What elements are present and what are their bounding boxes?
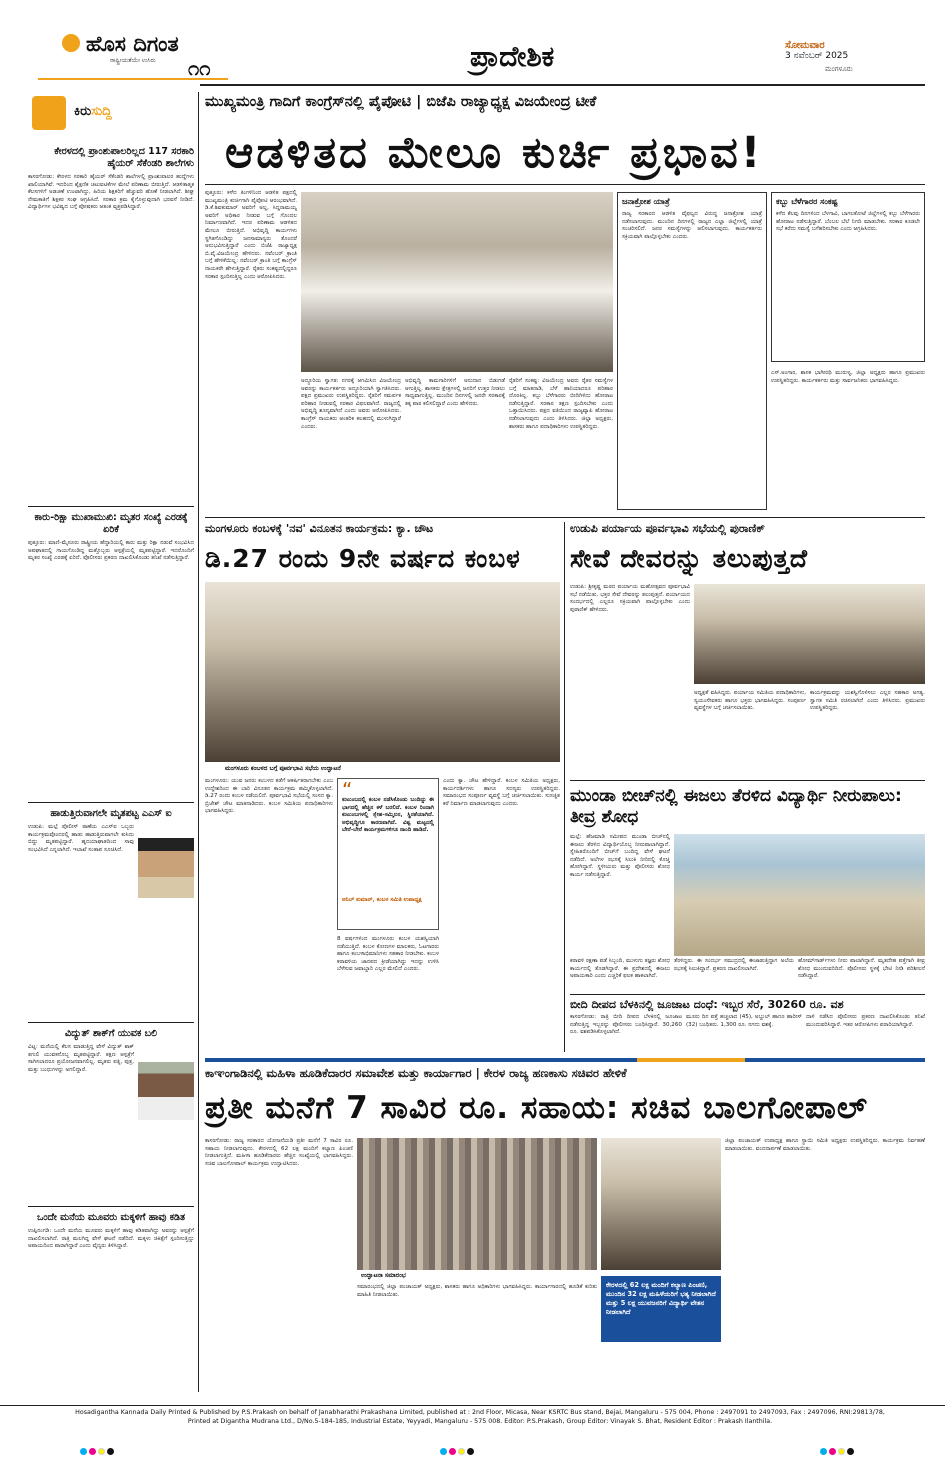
- lead-col-1: ಪುತ್ತೂರು: ಕಳೆದ ತಿಂಗಳಿನಿಂದ ಆಡಳಿತ ಪಕ್ಷದಲ್ಲಿ ಮುಖ್ಯಮಂತ್ರಿ ಕುರ್ಚಿಗಾಗಿ ಪೈಪೋಟಿ ಆರಂಭವಾಗಿದೆ. ಡಿ.ಕೆ.ಶಿವಕುಮಾರ್ ಅವರಿಗೆ ಅಲ್ಲ, ಸಿದ್ದರಾಮಯ್ಯ ಅವರಿಗೆ ಅಧಿಕಾರ ನೀಡುವ ಬಗ್ಗೆ ಗೊಂದಲ ನಿರ್ಮಾಣವಾಗಿದೆ. ಇದರ ಪರಿಣಾಮ ಆಡಳಿತದ ಮೇಲೂ ಬೀರುತ್ತಿದೆ. ಅಭಿವೃದ್ಧಿ ಕಾರ್ಯಗಳು ಸ್ಥಗಿತಗೊಂಡಿದ್ದು ಜನಸಾಮಾನ್ಯರು ತೊಂದರೆ ಅನುಭವಿಸುತ್ತಿದ್ದಾರೆ ಎಂದು ಬಿಜೆಪಿ ರಾಜ್ಯಾಧ್ಯಕ್ಷ ಬಿ.ವೈ.ವಿಜಯೇಂದ್ರ ಹೇಳಿದರು. ನವೆಂಬರ್ ಕ್ರಾಂತಿ ಬಗ್ಗೆ ಹೇಳಿಕೆಯಿಲ್ಲ: ನವೆಂಬರ್ ಕ್ರಾಂತಿ ಬಗ್ಗೆ ಕಾಂಗ್ರೆಸ್ ನಾಯಕರೇ ಹೇಳುತ್ತಿದ್ದಾರೆ. ರೈತರು ಸಂಕಷ್ಟದಲ್ಲಿದ್ದರೂ ಸರಕಾರ ಸ್ಪಂದಿಸುತ್ತಿಲ್ಲ ಎಂದು ಆರೋಪಿಸಿದರು.: [205, 190, 297, 280]
- bottom-col-1: ಕಾಸರಗೋಡು: ರಾಜ್ಯ ಸರಕಾರದ ಯೋಜನೆಯಡಿ ಪ್ರತೀ ಮನೆಗೆ 7 ಸಾವಿರ ರೂ. ಸಹಾಯ ನೀಡಲಾಗುವುದು. ಕೇರಳದಲ್ಲಿ 62 ಲಕ್ಷ ಮಂದಿಗೆ ಕಲ್ಯಾಣ ಪಿಂಚಣಿ ನೀಡಲಾಗುತ್ತಿದೆ. ಮಹಿಳಾ ಹೂಡಿಕೆದಾರರು ಹೆಚ್ಚಿನ ಸಂಖ್ಯೆಯಲ್ಲಿ ಭಾಗವಹಿಸಿದ್ದರು. ಸಚಿವ ಬಾಲಗೋಪಾಲ್ ಕಾರ್ಯಕ್ರಮ ಉದ್ಘಾಟಿಸಿದರು.: [205, 1138, 353, 1167]
- lead-col-2: ಅದ್ಧೂರಿಯ ಸ್ವಾಗತ: ನಗರಕ್ಕೆ ಆಗಮಿಸಿದ ವಿಜಯೇಂದ್ರ ಅವರನ್ನು ಕಾರ್ಯಕರ್ತರು ಅದ್ಧೂರಿಯಾಗಿ ಸ್ವಾಗತಿಸಿದರು. ಪಕ್ಷದ ಪ್ರಮುಖರು ಉಪಸ್ಥಿತರಿದ್ದರು. ರೈತರಿಗೆ ಸಮರ್ಪಕ ಪರಿಹಾರ ನೀಡುವಲ್ಲಿ ಸರಕಾರ ವಿಫಲವಾಗಿದೆ. ರಾಜ್ಯದಲ್ಲಿ ಅಭಿವೃದ್ಧಿ ಶೂನ್ಯವಾಗಿದೆ ಎಂದು ಅವರು ಆರೋಪಿಸಿದರು. ಕಾಂಗ್ರೆಸ್ ನಾಯಕರು ಆಂತರಿಕ ಕಲಹದಲ್ಲಿ ಮುಳುಗಿದ್ದಾರೆ ಎಂದರು.: [301, 378, 401, 430]
- lead-box-1-body: ರಾಜ್ಯ ಸರಕಾರದ ಆಡಳಿತ ವೈಫಲ್ಯದ ವಿರುದ್ಧ ಜನಾಕ್ರೋಶ ಯಾತ್ರೆ ನಡೆಸಲಾಗುವುದು. ಮುಂದಿನ ದಿನಗಳಲ್ಲಿ ರಾಜ್ಯದ ಎಲ್ಲಾ ಜಿಲ್ಲೆಗಳಲ್ಲಿ ಯಾತ್ರೆ ಸಂಚರಿಸಲಿದೆ. ಜನರ ಸಮಸ್ಯೆಗಳನ್ನು ಆಲಿಸಲಾಗುವುದು. ಕಾರ್ಯಕರ್ತರು ಸಕ್ರಿಯವಾಗಿ ಪಾಲ್ಗೊಳ್ಳಬೇಕು ಎಂದರು.: [622, 211, 762, 240]
- story-4-head: ವಿದ್ಯುತ್ ಶಾಕ್‌ಗೆ ಯುವಕ ಬಲಿ: [64, 1028, 158, 1039]
- udupi-col-3: ಕಾರ್ಯಕ್ರಮವನ್ನು ಯಶಸ್ವಿಗೊಳಿಸಲು ಎಲ್ಲರ ಸಹಕಾರ ಅಗತ್ಯ. ಸ್ವಾಗತ ಸಮಿತಿ ರಚಿಸಲಾಗಿದೆ ಎಂದು ತಿಳಿಸಿದರು. ಪ್ರಮುಖರು ಉಪಸ್ಥಿತರಿದ್ದರು.: [810, 690, 925, 712]
- sidebar-header: [28, 92, 194, 134]
- divider: [28, 802, 194, 803]
- story-5: [28, 1212, 194, 1392]
- bottom-story: [205, 1066, 925, 1402]
- udupi-headline: ಸೇವೆ ದೇವರನ್ನು ತಲುಪುತ್ತದೆ: [570, 544, 809, 573]
- sidebar: [28, 92, 194, 1392]
- kambala-quote-by: ಅನಿಲ್ ಕುಮಾರ್, ಕಂಬಳ ಸಮಿತಿ ಉಪಾಧ್ಯಕ್ಷ: [342, 897, 422, 903]
- lead-story: [205, 92, 925, 517]
- imprint: [40, 1409, 920, 1431]
- kambala-photo: [205, 582, 560, 762]
- section-title: ಪ್ರಾದೇಶಿಕ: [470, 40, 555, 73]
- divider: [564, 522, 565, 1052]
- story-3-body: ಉಡುಪಿ: ಮಲ್ಪೆ ಪೊಲೀಸ್ ಠಾಣೆಯ ಎಎಸ್ಐ ಒಬ್ಬರು ಕಾರ್ಯಕ್ರಮವೊಂದರಲ್ಲಿ ಹಾಡು ಹಾಡುತ್ತಿರುವಾಗಲೇ ಕುಸಿದು ಬಿದ್ದು ಮೃತಪಟ್ಟಿದ್ದಾರೆ. ಹೃದಯಾಘಾತದಿಂದ ಸಾವು ಸಂಭವಿಸಿದೆ ಎನ್ನಲಾಗಿದೆ. ಇಲಾಖೆ ಸಂತಾಪ ಸೂಚಿಸಿದೆ.: [28, 824, 134, 853]
- beach-headline: [570, 786, 925, 828]
- lead-col-3: ಅಭಿವೃದ್ಧಿ ಕಾಮಗಾರಿಗಳಿಗೆ ಅನುದಾನ ಬಿಡುಗಡೆ ಆಗುತ್ತಿಲ್ಲ. ಶಾಸಕರು ಕ್ಷೇತ್ರಗಳಲ್ಲಿ ಜನರಿಗೆ ಉತ್ತರ ನೀಡಲು ಸಾಧ್ಯವಾಗುತ್ತಿಲ್ಲ. ಮುಂದಿನ ದಿನಗಳಲ್ಲಿ ಜನರೇ ಸರಕಾರಕ್ಕೆ ತಕ್ಕ ಪಾಠ ಕಲಿಸಲಿದ್ದಾರೆ ಎಂದು ಹೇಳಿದರು.: [405, 378, 505, 407]
- kambala-quote-box: [337, 778, 439, 930]
- lead-headline: ಆಡಳಿತದ ಮೇಲೂ ಕುರ್ಚಿ ಪ್ರಭಾವ!: [225, 128, 764, 178]
- date: 3 ನವೆಂಬರ್ 2025: [785, 51, 849, 61]
- story-2-body: ಪುತ್ತೂರು: ಮಾಣಿ-ಮೈಸೂರು ರಾಷ್ಟ್ರೀಯ ಹೆದ್ದಾರಿಯಲ್ಲಿ ಕಾರು ಮತ್ತು ರಿಕ್ಷಾ ನಡುವೆ ಸಂಭವಿಸಿದ ಅಪಘಾತದಲ್ಲಿ ಗಾಯಗೊಂಡಿದ್ದ ಮತ್ತೊಬ್ಬರು ಆಸ್ಪತ್ರೆಯಲ್ಲಿ ಮೃತಪಟ್ಟಿದ್ದಾರೆ. ಇದರೊಂದಿಗೆ ಮೃತರ ಸಂಖ್ಯೆ ಎರಡಕ್ಕೆ ಏರಿದೆ. ಪೊಲೀಸರು ಪ್ರಕರಣ ದಾಖಲಿಸಿಕೊಂಡು ತನಿಖೆ ನಡೆಸುತ್ತಿದ್ದಾರೆ.: [28, 540, 194, 562]
- gamble-col-2: ಮೂರು ದಿನ ಪತ್ತೆ ಹಚ್ಚಲಾದ (45), ಅಬ್ದುಲ್ ಹಾಗೂ ಹಾರೀಸ್ (32) ಬಂಧಿತರು. 1,300 ರೂ. ನಗದು ವಶಕ್ಕೆ.: [686, 1014, 802, 1028]
- bottom-col-3: ಜಿಲ್ಲಾ ಪಂಚಾಯತ್ ಉಪಾಧ್ಯಕ್ಷ ಹಾಗೂ ಸ್ಥಾಯಿ ಸಮಿತಿ ಅಧ್ಯಕ್ಷರು ಉಪಸ್ಥಿತರಿದ್ದರು. ಕಾರ್ಯಕ್ರಮ ನಿರ್ವಹಣೆ ಮಾಡಲಾಯಿತು. ವಂದನಾರ್ಪಣೆ ಮಾಡಲಾಯಿತು.: [725, 1138, 925, 1152]
- officer-photo: [138, 838, 194, 898]
- kambala-col-3: ಎಂದು ಕ್ಯಾ. ಚೌಟ ಹೇಳಿದ್ದಾರೆ. ಕಂಬಳ ಸಮಿತಿಯ ಅಧ್ಯಕ್ಷರು, ಕಾರ್ಯದರ್ಶಿಗಳು ಹಾಗೂ ಸದಸ್ಯರು ಉಪಸ್ಥಿತರಿದ್ದರು. ಸಮಾರಂಭದ ಸಂಪೂರ್ಣ ವ್ಯವಸ್ಥೆ ಬಗ್ಗೆ ಚರ್ಚಿಸಲಾಯಿತು. ಸುಸಜ್ಜಿತ ಕರೆ ನಿರ್ಮಾಣ ಮಾಡಲಾಗುವುದು ಎಂದರು.: [443, 778, 560, 807]
- bottom-headline: ಪ್ರತೀ ಮನೆಗೆ 7 ಸಾವಿರ ರೂ. ಸಹಾಯ: ಸಚಿವ ಬಾಲಗೋಪಾಲ್: [205, 1090, 868, 1126]
- divider: [28, 1206, 194, 1207]
- lead-photo: [301, 192, 613, 372]
- lead-box-1-head: ಜನಾಕ್ರೋಶ ಯಾತ್ರೆ: [622, 197, 670, 206]
- story-5-body: ಉಪ್ಪಿನಂಗಡಿ: ಒಂದೇ ಮನೆಯ ಮೂವರು ಮಕ್ಕಳಿಗೆ ಹಾವು ಕಡಿತವಾಗಿದ್ದು ಅವರನ್ನು ಆಸ್ಪತ್ರೆಗೆ ದಾಖಲಿಸಲಾಗಿದೆ. ರಾತ್ರಿ ಮಲಗಿದ್ದ ವೇಳೆ ಘಟನೆ ನಡೆದಿದೆ. ಮಕ್ಕಳು ಚಿಕಿತ್ಸೆಗೆ ಸ್ಪಂದಿಸುತ್ತಿದ್ದು ಅಪಾಯದಿಂದ ಪಾರಾಗಿದ್ದಾರೆ ಎಂದು ವೈದ್ಯರು ತಿಳಿಸಿದ್ದಾರೆ.: [28, 1228, 194, 1250]
- kambala-kicker: ಮಂಗಳೂರು ಕಂಬಳಕ್ಕೆ 'ನವ' ವಿನೂತನ ಕಾರ್ಯಕ್ರಮ: ಕ್ಯಾ. ಚೌಟ: [205, 522, 434, 535]
- gamble-col-1: ಕಾಸರಗೋಡು: ರಾತ್ರಿ ಬೀದಿ ದೀಪದ ಬೆಳಕಿನಲ್ಲಿ ಜೂಜಾಟ ನಡೆಸುತ್ತಿದ್ದ ಇಬ್ಬರನ್ನು ಪೊಲೀಸರು ಬಂಧಿಸಿದ್ದಾರೆ. 30,260 ರೂ. ವಶಪಡಿಸಿಕೊಳ್ಳಲಾಗಿದೆ.: [570, 1014, 682, 1036]
- story-2-head: ಕಾರು-ರಿಕ್ಷಾ ಮುಖಾಮುಖಿ: ಮೃತರ ಸಂಖ್ಯೆ ಎರಡಕ್ಕೆ ಏರಿಕೆ: [34, 512, 188, 535]
- beach-col-4: ಹೋಮ್‌ಗಾರ್ಡ್‌ಗಳು ನೀರು ಪಾಲಾಗಿದ್ದಾನೆ. ಮೃತದೇಹ ಪತ್ತೆಗಾಗಿ ತೀವ್ರ ಶೋಧ ಮುಂದುವರಿದಿದೆ. ಪೊಲೀಸರು ಸ್ಥಳಕ್ಕೆ ಭೇಟಿ ನೀಡಿ ಪರಿಶೀಲನೆ ನಡೆಸಿದ್ದಾರೆ.: [798, 958, 925, 980]
- bottom-photo-crowd: [357, 1138, 597, 1270]
- beach-col-2: ಕರಾವಳಿ ರಕ್ಷಣಾ ಪಡೆ ಸಿಬ್ಬಂದಿ, ಮುಳುಗು ತಜ್ಞರು ಶೋಧ ಕಾರ್ಯದಲ್ಲಿ ತೊಡಗಿದ್ದಾರೆ. ಈ ಪ್ರದೇಶದಲ್ಲಿ ಈಜಲು ಅಪಾಯಕಾರಿ ಎಂದು ಎಚ್ಚರಿಕೆ ಫಲಕ ಹಾಕಲಾಗಿದೆ.: [570, 958, 670, 980]
- story-4: [28, 1028, 194, 1198]
- footer-rule: [0, 1405, 945, 1406]
- kambala-headline: ಡಿ.27 ರಂದು 9ನೇ ವರ್ಷದ ಕಂಬಳ: [205, 544, 521, 573]
- beach-story-lower: [570, 956, 925, 992]
- imprint-line-1: Hosadigantha Kannada Daily Printed & Published by P.S.Prakash on behalf of Janabharathi Prakashana Limited, published at : 2nd Floor, Micasa, Near KSRTC Bus stand, Bejai, Mangaluru - 575 004, Phone : 2497091 to 2497093, Fax : 2497096, RNI:29813/78,: [75, 1409, 885, 1416]
- beach-col-3: ತೆರಳಿದ್ದರು. ಈ ಸಂದರ್ಭ ಸಮುದ್ರದಲ್ಲಿ ಈಜಾಡುತ್ತಿದ್ದಾಗ ಅಲೆಯ ರಭಸಕ್ಕೆ ಸಿಲುಕಿದ್ದಾನೆ. ಪ್ರಕರಣ ದಾಖಲಿಸಲಾಗಿದೆ.: [674, 958, 794, 972]
- bottom-col-2: ಸಮಾರಂಭದಲ್ಲಿ ಜಿಲ್ಲಾ ಪಂಚಾಯತ್ ಅಧ್ಯಕ್ಷರು, ಶಾಸಕರು ಹಾಗೂ ಅಧಿಕಾರಿಗಳು ಭಾಗವಹಿಸಿದ್ದರು. ಕಾರ್ಯಾಗಾರದಲ್ಲಿ ಹೂಡಿಕೆ ಕುರಿತು ಮಾಹಿತಿ ನೀಡಲಾಯಿತು.: [357, 1284, 597, 1298]
- day: ಸೋಮವಾರ: [785, 40, 825, 51]
- divider: [28, 1022, 194, 1023]
- lead-box-2: [771, 192, 925, 362]
- story-2: [28, 512, 194, 800]
- kambala-story: [205, 522, 560, 1052]
- lamp-icon: [62, 34, 80, 52]
- sidebar-label-a: ಕಿರು: [74, 104, 92, 119]
- bottom-photo-speaker: [601, 1138, 721, 1270]
- brand-tagline: ರಾಷ್ಟ್ರೀಯತೆಯೇ ಉಸಿರು: [110, 57, 156, 64]
- page-number: ೧೧: [188, 56, 211, 80]
- story-1-body: ಕಾಸರಗೋಡು: ಕೇರಳದ ಸರಕಾರಿ ಹೈಯರ್ ಸೆಕೆಂಡರಿ ಶಾಲೆಗಳಲ್ಲಿ ಪ್ರಾಂಶುಪಾಲರ ಹುದ್ದೆಗಳು ಖಾಲಿಯಾಗಿವೆ. ಇದರಿಂದ ಶೈಕ್ಷಣಿಕ ಚಟುವಟಿಕೆಗಳ ಮೇಲೆ ಪರಿಣಾಮ ಬೀರುತ್ತಿದೆ. ಆಡಳಿತಾತ್ಮಕ ಕೆಲಸಗಳಿಗೆ ಅಡಚಣೆ ಉಂಟಾಗಿದ್ದು, ಹಿರಿಯ ಶಿಕ್ಷಕರಿಗೆ ಹೆಚ್ಚುವರಿ ಹೊಣೆ ನೀಡಲಾಗಿದೆ. ಶೀಘ್ರ ನೇಮಕಾತಿಗೆ ಶಿಕ್ಷಕರ ಸಂಘ ಆಗ್ರಹಿಸಿದೆ. ಸರಕಾರ ಕ್ರಮ ಕೈಗೊಳ್ಳುವುದಾಗಿ ಭರವಸೆ ನೀಡಿದೆ. ವಿದ್ಯಾರ್ಥಿಗಳ ಭವಿಷ್ಯದ ಬಗ್ಗೆ ಪೋಷಕರು ಆತಂಕ ವ್ಯಕ್ತಪಡಿಸಿದ್ದಾರೆ.: [28, 174, 194, 211]
- bottom-stat-box: [601, 1276, 721, 1342]
- story-4-body: ವಿಟ್ಲ: ಮನೆಯಲ್ಲಿ ಕೆಲಸ ಮಾಡುತ್ತಿದ್ದ ವೇಳೆ ವಿದ್ಯುತ್ ಶಾಕ್ ತಗುಲಿ ಯುವಕನೊಬ್ಬ ಮೃತಪಟ್ಟಿದ್ದಾರೆ. ತಕ್ಷಣ ಆಸ್ಪತ್ರೆಗೆ ಸಾಗಿಸಲಾದರೂ ಪ್ರಯೋಜನವಾಗಲಿಲ್ಲ. ಮೃತರು ಪತ್ನಿ, ಪುತ್ರ, ಮತ್ತು ಬಂಧುಗಳನ್ನು ಅಗಲಿದ್ದಾರೆ.: [28, 1044, 134, 1073]
- udupi-kicker: ಉಡುಪಿ ಪರ್ಯಾಯ ಪೂರ್ವಭಾವಿ ಸಭೆಯಲ್ಲಿ ಪುರಾಣಿಕ್: [570, 522, 765, 535]
- story-1: [28, 146, 194, 506]
- kambala-col-2: 8 ವರ್ಷಗಳಿಂದ ಮಂಗಳೂರು ಕಂಬಳ ಯಶಸ್ವಿಯಾಗಿ ನಡೆಯುತ್ತಿದೆ. ಕಂಬಳ ಕೋಣಗಳ ಮಾಲಕರು, ಓಟಗಾರರು ಹಾಗೂ ಕಂಬಳಾಭಿಮಾನಿಗಳು ಸಹಕಾರ ನೀಡಬೇಕು. ಕಂಬಳ ಕರಾವಳಿಯ ಜಾನಪದ ಕ್ರೀಡೆಯಾಗಿದ್ದು ಇದನ್ನು ಉಳಿಸಿ ಬೆಳೆಸುವ ಜವಾಬ್ದಾರಿ ಎಲ್ಲರ ಮೇಲಿದೆ ಎಂದರು.: [337, 936, 439, 973]
- divider: [28, 506, 194, 507]
- kambala-col-1: ಮಂಗಳೂರು: ಯುವ ಜನರು ಕಂಬಳದ ಕಡೆಗೆ ಆಕರ್ಷಿತರಾಗಬೇಕು ಎಂಬ ಉದ್ದೇಶದಿಂದ ಈ ಬಾರಿ ವಿನೂತನ ಕಾರ್ಯಕ್ರಮ ಹಮ್ಮಿಕೊಳ್ಳಲಾಗಿದೆ. ಡಿ.27 ರಂದು ಕಂಬಳ ನಡೆಯಲಿದೆ. ಪೂರ್ವಭಾವಿ ಸಭೆಯಲ್ಲಿ ಸಂಸದ ಕ್ಯಾ. ಬ್ರಿಜೇಶ್ ಚೌಟ ಮಾತನಾಡಿದರು. ಕಂಬಳ ಸಮಿತಿಯ ಪದಾಧಿಕಾರಿಗಳು ಭಾಗವಹಿಸಿದ್ದರು.: [205, 778, 333, 815]
- masthead: [0, 0, 945, 86]
- beach-headline-text: ಮುಂಡಾ ಬೀಚ್‌ನಲ್ಲಿ ಈಜಲು ತೆರಳಿದ ವಿದ್ಯಾರ್ಥಿ ನೀರುಪಾಲು: ತೀವ್ರ ಶೋಧ: [570, 786, 902, 827]
- kambala-quote: ಕುಟುಂಬದಲ್ಲಿ ಕಂಬಳ ನಡೆಸಿಕೊಂಡು ಬಂದಿದ್ದು ಈ ಭಾಗದಲ್ಲಿ ಹೆಚ್ಚಿನ ಕಳೆ ಬರಲಿದೆ. ಕಂಬಳ ರಿಂದಾಗಿ ಕುಟುಂಬಗಳಲ್ಲಿ ಸ್ನೇಹ-ಸಮ್ಮಿಲನ, ಸ್ಥಿರತೆಯಾಗಿದೆ. ಅಭಿವೃದ್ಧಿಗೂ ಕಾರಣವಾಗಿದೆ. ವಿಶ್ವ ಮಟ್ಟದಲ್ಲಿ ಬೇರೆ-ಬೇರೆ ಕಾರ್ಯಕ್ರಮಗಳಿಗೂ ನಾಂದಿ ಹಾಡಿದೆ.: [342, 797, 434, 834]
- lead-box-2-head: ಕಬ್ಬು ಬೆಳೆಗಾರರ ಸಂಕಷ್ಟ: [776, 197, 838, 206]
- register-marks-right: [820, 1440, 856, 1459]
- beach-photo: [674, 834, 925, 956]
- divider: [205, 517, 925, 518]
- bottom-kicker: ಕಾಞಂಗಾಡಿನಲ್ಲಿ ಮಹಿಳಾ ಹೂಡಿಕೆದಾರರ ಸಮಾವೇಶ ಮತ್ತು ಕಾರ್ಯಾಗಾರ | ಕೇರಳ ರಾಜ್ಯ ಹಣಕಾಸು ಸಚಿವರ ಹೇಳಿಕೆ: [205, 1066, 627, 1080]
- bottom-caption: ಉದ್ಘಾಟನಾ ಸಮಾರಂಭ: [361, 1272, 406, 1279]
- udupi-col-1: ಉಡುಪಿ: ಶ್ರೀಕೃಷ್ಣ ಮಠದ ಪರ್ಯಾಯ ಮಹೋತ್ಸವದ ಪೂರ್ವಭಾವಿ ಸಭೆ ನಡೆಯಿತು. ಭಕ್ತರ ಸೇವೆ ದೇವರನ್ನು ತಲುಪುತ್ತದೆ. ಪರ್ಯಾಯದ ಸಂದರ್ಭದಲ್ಲಿ ಎಲ್ಲರೂ ಸಕ್ರಿಯವಾಗಿ ಪಾಲ್ಗೊಳ್ಳಬೇಕು ಎಂದು ಪುರಾಣಿಕ್ ಹೇಳಿದರು.: [570, 584, 690, 613]
- story-3: [28, 808, 194, 1028]
- gamble-col-3: ದಾಳಿ ನಡೆಸಿದ ಪೊಲೀಸರು ಪ್ರಕರಣ ದಾಖಲಿಸಿಕೊಂಡು ತನಿಖೆ ಮುಂದುವರಿಸಿದ್ದಾರೆ. ಇತರ ಆರೋಪಿಗಳು ಪರಾರಿಯಾಗಿದ್ದಾರೆ.: [806, 1014, 925, 1028]
- brand-name: ಹೊಸ ದಿಗಂತ: [86, 32, 179, 56]
- story-3-head: ಹಾಡುತ್ತಿರುವಾಗಲೇ ಮೃತಪಟ್ಟ ಎಎಸ್ ಐ: [50, 808, 172, 819]
- youth-photo: [138, 1062, 194, 1120]
- lead-box-2-body: ಕಳೆದ ಕೆಲವು ದಿನಗಳಿಂದ ಬೆಳಗಾವಿ, ಬಾಗಲಕೋಟೆ ಜಿಲ್ಲೆಗಳಲ್ಲಿ ಕಬ್ಬು ಬೆಳೆಗಾರರು ಹೋರಾಟ ನಡೆಸುತ್ತಿದ್ದಾರೆ. ಬೆಂಬಲ ಬೆಲೆ ನಿಗದಿ ಮಾಡಬೇಕು. ಸರಕಾರ ಕೂಡಲೇ ಸಭೆ ಕರೆದು ಸಮಸ್ಯೆ ಬಗೆಹರಿಸಬೇಕು ಎಂದು ಆಗ್ರಹಿಸಿದರು.: [776, 211, 920, 233]
- lead-rule: [205, 184, 925, 185]
- divider: [570, 780, 925, 781]
- gamble-story: [570, 998, 925, 1054]
- udupi-col-2: ಅಧ್ಯಕ್ಷತೆ ವಹಿಸಿದ್ದರು. ಪರ್ಯಾಯ ಸಮಿತಿಯ ಪದಾಧಿಕಾರಿಗಳು, ಸ್ವಯಂಸೇವಕರು ಹಾಗೂ ಭಕ್ತರು ಭಾಗವಹಿಸಿದ್ದರು. ಸಂಪೂರ್ಣ ವ್ಯವಸ್ಥೆಗಳ ಬಗ್ಗೆ ಚರ್ಚಿಸಲಾಯಿತು.: [694, 690, 806, 712]
- imprint-line-2: Printed at Digantha Mudrana Ltd., D/No.5-184-185, Industrial Estate, Yeyyadi, Mangaluru - 575 008. Editor: P.S.Prakash, Group Editor: Vinayak S. Bhat, Resident Editor : Prakash Ilanthila.: [187, 1417, 773, 1425]
- color-separator: [205, 1058, 925, 1062]
- quote-icon: “: [342, 778, 353, 802]
- hand-icon: [32, 96, 66, 130]
- register-marks-center: [440, 1440, 476, 1459]
- gamble-headline: ಬೀದಿ ದೀಪದ ಬೆಳಕಿನಲ್ಲಿ ಜೂಜಾಟ ದಂಧೆ: ಇಬ್ಬರ ಸೆರೆ, 30260 ರೂ. ವಶ: [570, 998, 844, 1011]
- kambala-caption: ಮಂಗಳೂರು ಕಂಬಳದ ಬಗ್ಗೆ ಪೂರ್ವಭಾವಿ ಸಭೆಯ ಉದ್ಘಾಟನೆ: [225, 765, 341, 772]
- date-box: [785, 40, 925, 84]
- udupi-story: [570, 522, 925, 777]
- lead-kicker: ಮುಖ್ಯಮಂತ್ರಿ ಗಾದಿಗೆ ಕಾಂಗ್ರೆಸ್‌ನಲ್ಲಿ ಪೈಪೋಟಿ | ಬಿಜೆಪಿ ರಾಜ್ಯಾಧ್ಯಕ್ಷ ವಿಜಯೇಂದ್ರ ಟೀಕೆ: [205, 94, 597, 110]
- bottom-stat-text: ಕೇರಳದಲ್ಲಿ 62 ಲಕ್ಷ ಮಂದಿಗೆ ಕಲ್ಯಾಣ ಪಿಂಚಣಿ, ಮುಂದಿನ 32 ಲಕ್ಷ ಮಹಿಳೆಯರಿಗೆ ಭತ್ಯ ನೀಡಲಾಗಿದೆ ಮತ್ತು 5 ಲಕ್ಷ ಯುವಜನರಿಗೆ ವಿದ್ಯಾರ್ಥಿ ವೇತನ ನೀಡಲಾಗಿದೆ: [606, 1281, 716, 1316]
- register-marks-left: [80, 1440, 116, 1459]
- masthead-rule: [200, 84, 925, 86]
- lead-col-4: ರೈತರಿಗೆ ಸಂಕಷ್ಟ: ವಿಜಯೇಂದ್ರ ಅವರು ರೈತರ ಸಮಸ್ಯೆಗಳ ಬಗ್ಗೆ ಮಾತನಾಡಿ, ಬೆಳೆ ಹಾನಿಯಾದರೂ ಪರಿಹಾರ ದೊರಕಿಲ್ಲ. ಕಬ್ಬು ಬೆಳೆಗಾರರು ಬೀದಿಗಿಳಿದು ಹೋರಾಟ ನಡೆಸುತ್ತಿದ್ದಾರೆ. ಸರಕಾರ ತಕ್ಷಣ ಸ್ಪಂದಿಸಬೇಕು ಎಂದು ಒತ್ತಾಯಿಸಿದರು. ಪಕ್ಷದ ವತಿಯಿಂದ ರಾಜ್ಯವ್ಯಾಪಿ ಹೋರಾಟ ನಡೆಸಲಾಗುವುದು ಎಂದು ತಿಳಿಸಿದರು. ಜಿಲ್ಲಾ ಅಧ್ಯಕ್ಷರು, ಶಾಸಕರು ಹಾಗೂ ಪದಾಧಿಕಾರಿಗಳು ಉಪಸ್ಥಿತರಿದ್ದರು.: [509, 378, 613, 430]
- lead-col-5: ಎಸ್.ಅಂಗಾರ, ಶಾಸಕ ಭಾಗೀರಥಿ ಮುರುಳ್ಯ, ಜಿಲ್ಲಾ ಅಧ್ಯಕ್ಷರು ಹಾಗೂ ಪ್ರಮುಖರು ಉಪಸ್ಥಿತರಿದ್ದರು. ಕಾರ್ಯಕರ್ತರು ಮತ್ತು ಸಾರ್ವಜನಿಕರು ಭಾಗವಹಿಸಿದ್ದರು.: [771, 370, 925, 384]
- story-1-head: ಕೇರಳದಲ್ಲಿ ಪ್ರಾಂಶುಪಾಲರಿಲ್ಲದ 117 ಸರಕಾರಿ ಹೈಯರ್ ಸೆಕೆಂಡರಿ ಶಾಲೆಗಳು: [54, 146, 194, 169]
- story-5-head: ಒಂದೇ ಮನೆಯ ಮೂವರು ಮಕ್ಕಳಿಗೆ ಹಾವು ಕಡಿತ: [36, 1212, 186, 1223]
- city: ಮಂಗಳೂರು: [825, 65, 853, 73]
- divider: [570, 994, 925, 995]
- lead-box-1: [617, 192, 767, 510]
- udupi-photo: [694, 584, 925, 684]
- beach-col-1: ಮಲ್ಪೆ: ಹೆಜಮಾಡಿ ಸಮೀಪದ ಮುಂಡಾ ಬೀಚ್‌ನಲ್ಲಿ ಈಜಲು ತೆರಳಿದ ವಿದ್ಯಾರ್ಥಿಯೊಬ್ಬ ನೀರುಪಾಲಾಗಿದ್ದಾನೆ. ಸ್ನೇಹಿತರೊಂದಿಗೆ ಬೀಚ್‌ಗೆ ಬಂದಿದ್ದ ವೇಳೆ ಘಟನೆ ನಡೆದಿದೆ. ಅಲೆಗಳ ರಭಸಕ್ಕೆ ಸಿಲುಕಿ ನೀರಿನಲ್ಲಿ ಕೊಚ್ಚಿ ಹೋಗಿದ್ದಾನೆ. ಸ್ಥಳೀಯರು ಮತ್ತು ಪೊಲೀಸರು ಶೋಧ ಕಾರ್ಯ ನಡೆಸುತ್ತಿದ್ದಾರೆ.: [570, 834, 670, 878]
- brand-logo-box: [38, 30, 228, 80]
- beach-story: [570, 786, 925, 956]
- sidebar-label-b: ಸುದ್ದಿ: [91, 104, 112, 119]
- sidebar-divider: [198, 92, 199, 1392]
